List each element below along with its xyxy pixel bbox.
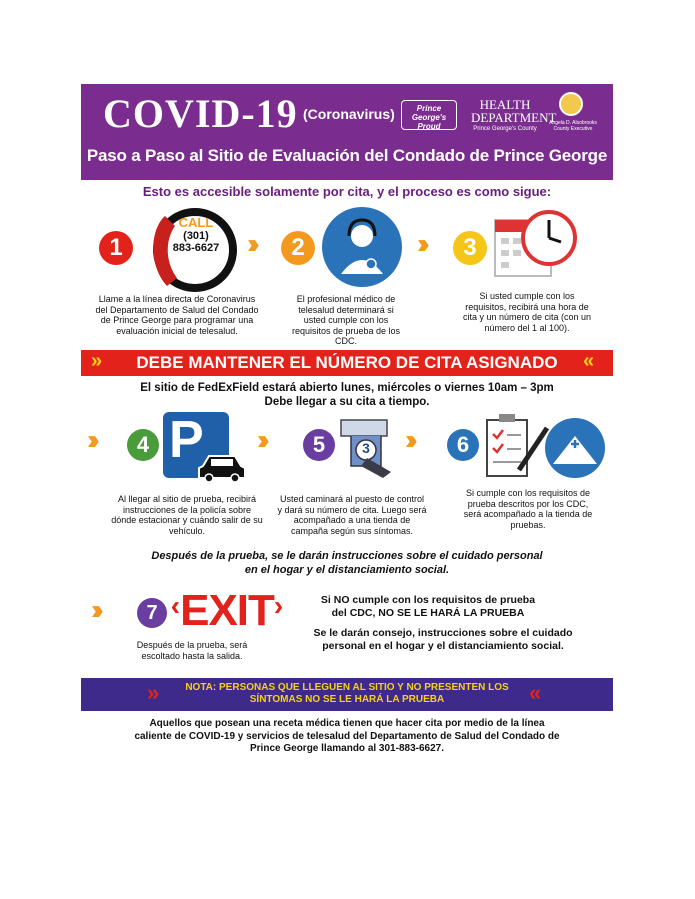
access-note: Esto es accesible solamente por cita, y el proceso es como sigue:	[142, 184, 552, 199]
car-icon	[197, 452, 247, 484]
chevron-right-icon: ››	[247, 228, 254, 259]
step-6-number: 6	[447, 429, 479, 461]
step-2-number: 2	[281, 231, 315, 265]
step-7-text: Después de la prueba, será escoltado hasta la salida.	[136, 640, 248, 661]
calendar-clock-icon	[491, 202, 581, 288]
step-5-text: Usted caminará al puesto de control y dará su número de cita. Luego será acompañado a una tienda de campaña según sus síntomas.	[277, 494, 427, 536]
call-number: 883-6627	[172, 242, 220, 254]
site-hours: El sitio de FedExField estará abierto lunes, miércoles o viernes 10am – 3pm	[140, 382, 554, 394]
exit-left-bracket: ‹	[170, 590, 181, 621]
banner-text: DEBE MANTENER EL NÚMERO DE CITA ASIGNADO	[136, 353, 558, 372]
chevron-right-icon: ››	[405, 424, 412, 455]
health-logo-line1: HEALTH	[479, 97, 531, 112]
flyer	[81, 84, 613, 772]
chevron-right-icon: »	[91, 350, 103, 372]
chevron-right-icon: ››	[257, 424, 264, 455]
appointment-banner	[81, 350, 613, 376]
step-5-number: 5	[303, 429, 335, 461]
chevron-right-icon: »	[147, 680, 160, 705]
step-3-number: 3	[453, 231, 487, 265]
on-time-note: Debe llegar a su cita a tiempo.	[264, 396, 430, 408]
telehealth-doctor-icon	[321, 206, 403, 288]
seal-caption: Angela D. Alsobrooks County Executive	[549, 120, 597, 132]
call-area-code: (301)	[183, 230, 209, 242]
chevron-right-icon: ››	[417, 228, 424, 259]
prescription-footer: Aquellos que posean una receta médica tienen que hacer cita por medio de la línea caliente de COVID-19 y servicios de telesalud del Departamento de Salud del Condado de Prince George llamando al 301-883-6627.	[134, 718, 560, 754]
covid-title: COVID-19	[103, 91, 298, 136]
exit-sign-icon	[169, 586, 285, 636]
chevron-left-icon: «	[583, 350, 595, 372]
step-1-number: 1	[99, 231, 133, 265]
symptom-notice-text: NOTA: PERSONAS QUE LLEGUEN AL SITIO Y NO PRESENTEN LOS SÍNTOMAS NO SE LE HARÁ LA PRUEBA	[185, 682, 509, 705]
step-6-text: Si cumple con los requisitos de prueba descritos por los CDC, será acompañado a la tienda de pruebas.	[463, 488, 593, 530]
prince-georges-proud-logo: Prince George's Proud	[401, 100, 457, 130]
symptom-notice-banner	[81, 678, 613, 711]
exit-sign-text: EXIT	[180, 586, 274, 635]
not-eligible-note: Si NO cumple con los requisitos de prueba del CDC, NO SE LE HARÁ LA PRUEBA	[320, 594, 536, 619]
after-test-note: Después de la prueba, se le darán instrucciones sobre el cuidado personal en el hogar y el distanciamiento social.	[151, 550, 543, 576]
call-label: CALL	[178, 215, 214, 230]
health-logo-line3: Prince George's County	[473, 126, 537, 132]
step-7-number: 7	[137, 598, 167, 628]
checklist-tent-icon	[483, 410, 607, 486]
call-number-badge	[165, 216, 227, 254]
step-4-number: 4	[127, 429, 159, 461]
county-seal-icon	[559, 92, 583, 116]
chevron-right-icon: ››	[87, 424, 94, 455]
step-3-text: Si usted cumple con los requisitos, recibirá una hora de cita y un número de cita (con un número del 1 al 100).	[462, 291, 592, 333]
step-1-text: Llame a la línea directa de Coronavirus del Departamento de Salud del Condado de Prince George para programar una evaluación inicial de telesalud.	[95, 294, 259, 336]
health-logo-line2: DEPARTMENT	[471, 110, 557, 125]
coronavirus-label: (Coronavirus)	[303, 106, 395, 122]
health-department-logo	[471, 97, 557, 132]
exit-right-bracket: ›	[273, 590, 284, 621]
step-4-text: Al llegar al sitio de prueba, recibirá instrucciones de la policía sobre dónde estacionar y cuándo salir de su vehículo.	[111, 494, 263, 536]
ticket-number: 3	[362, 440, 370, 456]
chevron-left-icon: «	[529, 680, 542, 705]
step-2-text: El profesional médico de telesalud determinará si usted cumple con los requisitos de prueba de los CDC.	[291, 294, 401, 346]
chevron-right-icon: ››	[91, 594, 98, 625]
page-subtitle: Paso a Paso al Sitio de Evaluación del Condado de Prince George	[86, 146, 608, 165]
header-banner	[81, 84, 613, 180]
parking-letter: P	[169, 411, 204, 469]
self-care-advice: Se le darán consejo, instrucciones sobre el cuidado personal en el hogar y el distanciamiento social.	[313, 627, 573, 652]
